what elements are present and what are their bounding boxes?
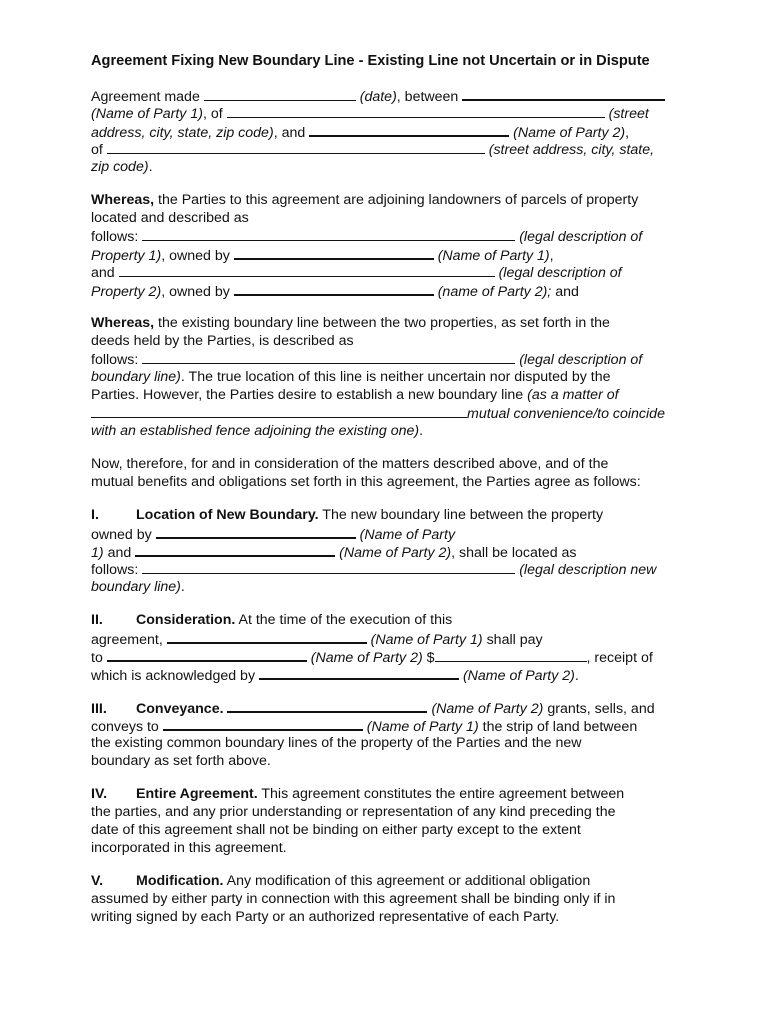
section2-line-3: to (Name of Party 2) $ , receipt of [91, 647, 653, 667]
party2-name-blank[interactable] [309, 122, 509, 137]
section5-line-2: assumed by either party in connection with this agreement shall be binding only if in [91, 891, 616, 907]
date-blank[interactable] [204, 87, 356, 101]
intro-line-3: address, city, state, zip code), and (Name of Party 2), [91, 122, 629, 142]
section1-line-4: follows: (legal description new [91, 562, 657, 578]
section3-line-1: III. Conveyance. (Name of Party 2) grants, sells, and [91, 698, 655, 718]
grantee-blank[interactable] [163, 716, 363, 731]
whereas2-line-4: boundary line). The true location of this line is neither uncertain nor disputed by the [91, 369, 611, 385]
intro-line-5: zip code). [91, 159, 153, 175]
intro-line-4: of (street address, city, state, [91, 142, 655, 158]
acknowledger-blank[interactable] [259, 665, 459, 680]
whereas2-line-5: Parties. However, the Parties desire to establish a new boundary line (as a matter of [91, 387, 619, 403]
existing-boundary-description-blank[interactable] [142, 350, 515, 364]
property2-description-blank[interactable] [119, 263, 495, 277]
section2-line-4: which is acknowledged by (Name of Party 2). [91, 665, 579, 685]
section3-line-4: boundary as set forth above. [91, 753, 271, 769]
property2-owner-blank[interactable] [234, 281, 434, 296]
therefore-line-1: Now, therefore, for and in consideration of the matters described above, and of the [91, 456, 609, 472]
section3-line-3: the existing common boundary lines of the property of the Parties and the new [91, 735, 582, 751]
party2-address-blank[interactable] [107, 140, 485, 154]
property1-description-blank[interactable] [142, 227, 515, 241]
section2-line-1: II. Consideration. At the time of the execution of this [91, 612, 453, 628]
reason-blank[interactable] [91, 404, 467, 418]
grantor-blank[interactable] [227, 698, 427, 713]
whereas1-line-4: Property 1), owned by (Name of Party 1), [91, 245, 554, 265]
payer-blank[interactable] [167, 629, 367, 644]
section1-party2-blank[interactable] [135, 542, 335, 557]
whereas2-line-3: follows: (legal description of [91, 352, 643, 368]
therefore-line-2: mutual benefits and obligations set forth in this agreement, the Parties agree as follows: [91, 474, 641, 490]
whereas2-line-7: with an established fence adjoining the existing one). [91, 423, 424, 439]
intro-line-1: Agreement made (date), between [91, 86, 665, 106]
whereas1-line-3: follows: (legal description of [91, 229, 643, 245]
section3-line-2: conveys to (Name of Party 1) the strip of land between [91, 716, 637, 736]
section4-line-3: date of this agreement shall not be binding on either party except to the extent [91, 822, 581, 838]
section4-line-4: incorporated in this agreement. [91, 840, 287, 856]
whereas2-line-1: Whereas, the existing boundary line between the two properties, as set forth in the [91, 315, 610, 331]
new-boundary-description-blank[interactable] [142, 560, 515, 574]
document-title: Agreement Fixing New Boundary Line - Existing Line not Uncertain or in Dispute [91, 53, 650, 69]
section2-line-2: agreement, (Name of Party 1) shall pay [91, 629, 543, 649]
whereas2-line-6: mutual convenience/to coincide [91, 404, 665, 423]
section5-line-1: V. Modification. Any modification of this agreement or additional obligation [91, 873, 591, 889]
whereas1-line-5: and (legal description of [91, 265, 622, 281]
party1-address-blank[interactable] [227, 104, 605, 118]
property1-owner-blank[interactable] [234, 245, 434, 260]
section4-line-1: IV. Entire Agreement. This agreement constitutes the entire agreement between [91, 786, 625, 802]
section1-line-1: I. Location of New Boundary. The new boundary line between the property [91, 507, 604, 523]
whereas1-line-1: Whereas, the Parties to this agreement are adjoining landowners of parcels of property [91, 192, 639, 208]
amount-blank[interactable] [435, 648, 587, 662]
intro-line-2: (Name of Party 1), of (street [91, 106, 649, 122]
party1-name-blank[interactable] [462, 86, 665, 101]
section1-line-3: 1) and (Name of Party 2), shall be located as [91, 542, 577, 562]
section5-line-3: writing signed by each Party or an authorized representative of each Party. [91, 909, 560, 925]
section4-line-2: the parties, and any prior understanding or representation of any kind preceding the [91, 804, 616, 820]
payee-blank[interactable] [107, 647, 307, 662]
section1-line-5: boundary line). [91, 579, 185, 595]
whereas2-line-2: deeds held by the Parties, is described as [91, 333, 354, 349]
section1-party1-blank[interactable] [156, 524, 356, 539]
whereas1-line-2: located and described as [91, 210, 249, 226]
whereas1-line-6: Property 2), owned by (name of Party 2); and [91, 281, 579, 301]
section1-line-2: owned by (Name of Party [91, 524, 455, 544]
